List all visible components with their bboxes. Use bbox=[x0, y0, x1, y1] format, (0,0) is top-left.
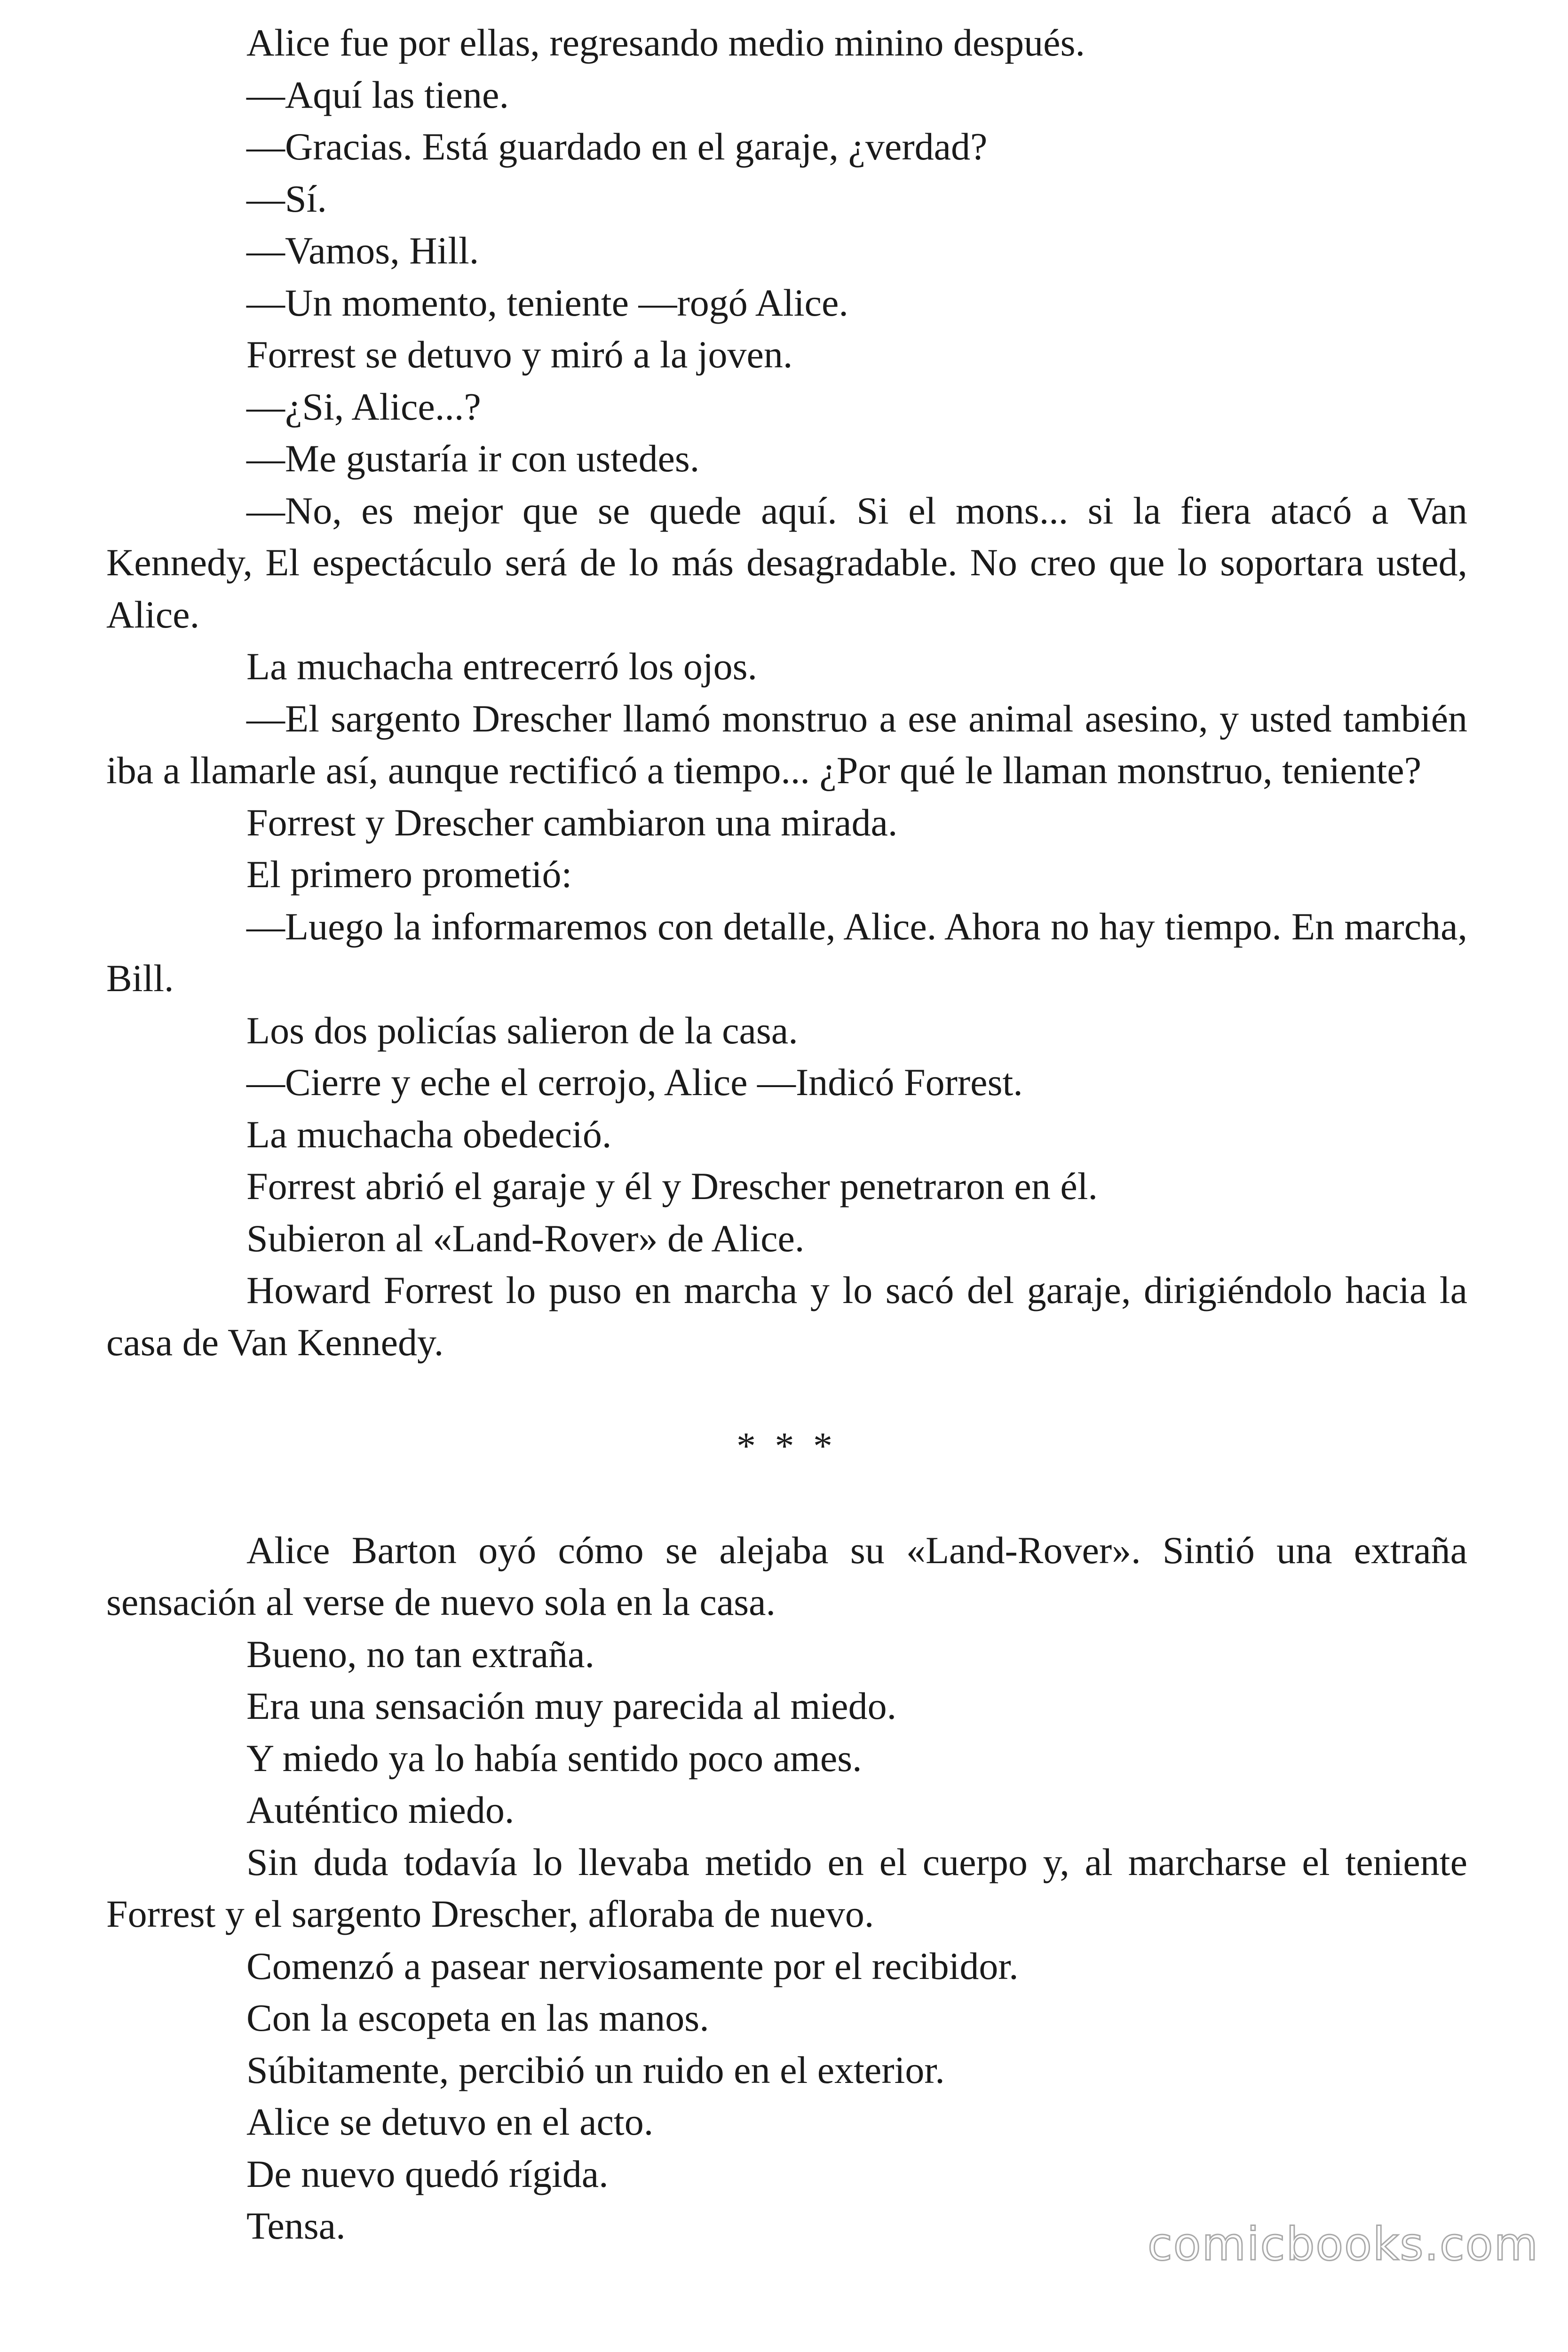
paragraph: Alice Barton oyó cómo se alejaba su «Land-Rover». Sintió una extraña sensación al verse de nuevo sola en la casa. bbox=[106, 1528, 1467, 1623]
document-page bbox=[106, 17, 1467, 2252]
paragraph: —Un momento, teniente —rogó Alice. bbox=[246, 281, 848, 324]
paragraph: El primero prometió: bbox=[246, 853, 572, 896]
paragraph: Sin duda todavía lo llevaba metido en el cuerpo y, al marcharse el teniente Forrest y el sargento Drescher, afloraba de nuevo. bbox=[106, 1840, 1467, 1935]
paragraph: —Aquí las tiene. bbox=[246, 73, 509, 116]
paragraph: —Cierre y eche el cerrojo, Alice —Indicó Forrest. bbox=[246, 1061, 1023, 1104]
paragraph: —Me gustaría ir con ustedes. bbox=[246, 437, 700, 480]
paragraph: Howard Forrest lo puso en marcha y lo sacó del garaje, dirigiéndolo hacia la casa de Van Kennedy. bbox=[106, 1269, 1467, 1364]
paragraph: Subieron al «Land-Rover» de Alice. bbox=[246, 1216, 805, 1260]
paragraph: —Gracias. Está guardado en el garaje, ¿verdad? bbox=[246, 125, 988, 168]
paragraph: La muchacha obedeció. bbox=[246, 1112, 612, 1156]
section-separator: * * * bbox=[736, 1424, 837, 1467]
paragraph: —Sí. bbox=[246, 177, 327, 220]
paragraph: —No, es mejor que se quede aquí. Si el mons... si la fiera atacó a Van Kennedy, El espectáculo será de lo más desagradable. No creo que lo soportara usted, Alice. bbox=[106, 489, 1467, 636]
paragraph: Auténtico miedo. bbox=[246, 1788, 515, 1831]
text-section-before bbox=[106, 17, 1467, 1368]
paragraph: Alice se detuvo en el acto. bbox=[246, 2100, 654, 2143]
paragraph: Súbitamente, percibió un ruido en el exterior. bbox=[246, 2048, 945, 2091]
paragraph: Forrest y Drescher cambiaron una mirada. bbox=[246, 801, 898, 844]
paragraph: —Luego la informaremos con detalle, Alice. Ahora no hay tiempo. En marcha, Bill. bbox=[106, 905, 1467, 1000]
watermark: comicbooks.com bbox=[1147, 2218, 1539, 2271]
paragraph: Tensa. bbox=[246, 2204, 346, 2247]
paragraph: Bueno, no tan extraña. bbox=[246, 1632, 595, 1676]
text-section-after bbox=[106, 1525, 1467, 2252]
paragraph: —¿Si, Alice...? bbox=[246, 385, 481, 428]
paragraph: Con la escopeta en las manos. bbox=[246, 1996, 709, 2039]
paragraph: Forrest se detuvo y miró a la joven. bbox=[246, 333, 793, 376]
paragraph: Y miedo ya lo había sentido poco ames. bbox=[246, 1736, 862, 1780]
paragraph: Alice fue por ellas, regresando medio minino después. bbox=[246, 21, 1085, 64]
paragraph: De nuevo quedó rígida. bbox=[246, 2152, 609, 2195]
paragraph: Era una sensación muy parecida al miedo. bbox=[246, 1685, 897, 1727]
paragraph: Comenzó a pasear nerviosamente por el recibidor. bbox=[246, 1944, 1019, 1987]
paragraph: —Vamos, Hill. bbox=[246, 229, 479, 272]
paragraph: Forrest abrió el garaje y él y Drescher penetraron en él. bbox=[246, 1165, 1098, 1208]
paragraph: —El sargento Drescher llamó monstruo a ese animal asesino, y usted también iba a llamarle así, aunque rectificó a tiempo... ¿Por qué le llaman monstruo, teniente? bbox=[106, 697, 1467, 792]
paragraph: Los dos policías salieron de la casa. bbox=[246, 1009, 798, 1052]
paragraph: La muchacha entrecerró los ojos. bbox=[246, 645, 758, 688]
